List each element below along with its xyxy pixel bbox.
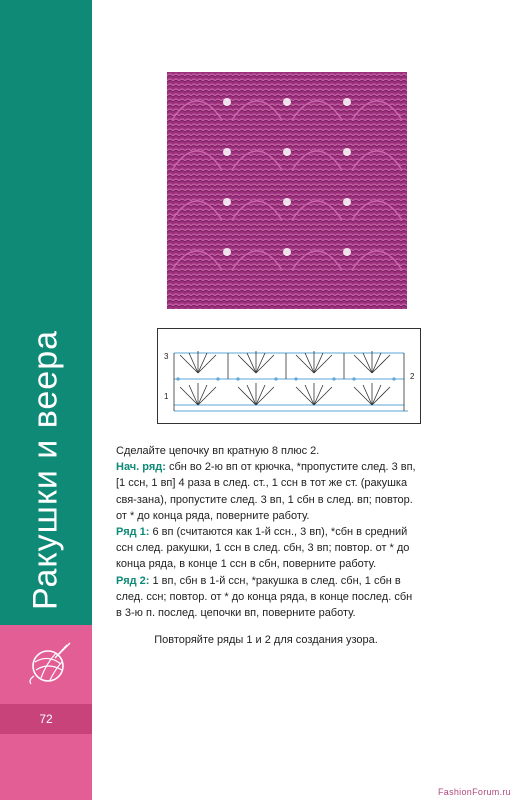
crochet-sample-photo [167,72,407,309]
row-1-label: Ряд 1: [116,526,150,539]
diagram-svg [158,329,420,423]
page-number: 72 [39,712,53,726]
row-2-label: Ряд 2: [116,574,150,587]
row-1-text: 6 вп (считаются как 1-й ссн., 3 вп), *сбн в средний ссн след. ракушки, 1 ссн в след. сбн, 3 вп; повтор. от * до конца ряда, в конце 1 ссн в сбн, поверните работу. [116,526,410,571]
crochet-diagram [157,328,421,424]
section-title: Ракушки и веера [26,329,65,611]
repeat-note: Повторяйте ряды 1 и 2 для создания узора. [154,634,378,646]
intro-text: Сделайте цепочку вп кратную 8 плюс 2. [116,445,320,457]
watermark: FashionForum.ru [437,787,511,797]
row-2 [116,573,416,622]
row-2-text: 1 вп, сбн в 1-й ссн, *ракушка в след. сбн, 1 сбн в след. ссн; повтор. от * до конца ряда, в конце послед. сбн в 3-ю п. послед. цепочки вп, поверните работу. [116,574,413,620]
row-number-2: 2 [410,372,415,381]
row-1 [116,524,416,573]
row-number-1: 1 [164,392,169,401]
yarn-ball-icon [26,640,72,686]
row-start [116,459,416,524]
row-number-3: 3 [164,352,169,361]
instructions [116,443,416,621]
row-start-label: Нач. ряд: [116,461,166,474]
row-start-text: сбн во 2-ю вп от крючка, *пропустите след. 3 вп, [1 ссн, 1 вп] 4 раза в след. ст., 1 ссн в тот же ст. (ракушка свя-зана), пропустите след. 3 вп, 1 сбн в след. вп; повтор. от * до конца ряда, поверните работу. [116,461,416,522]
